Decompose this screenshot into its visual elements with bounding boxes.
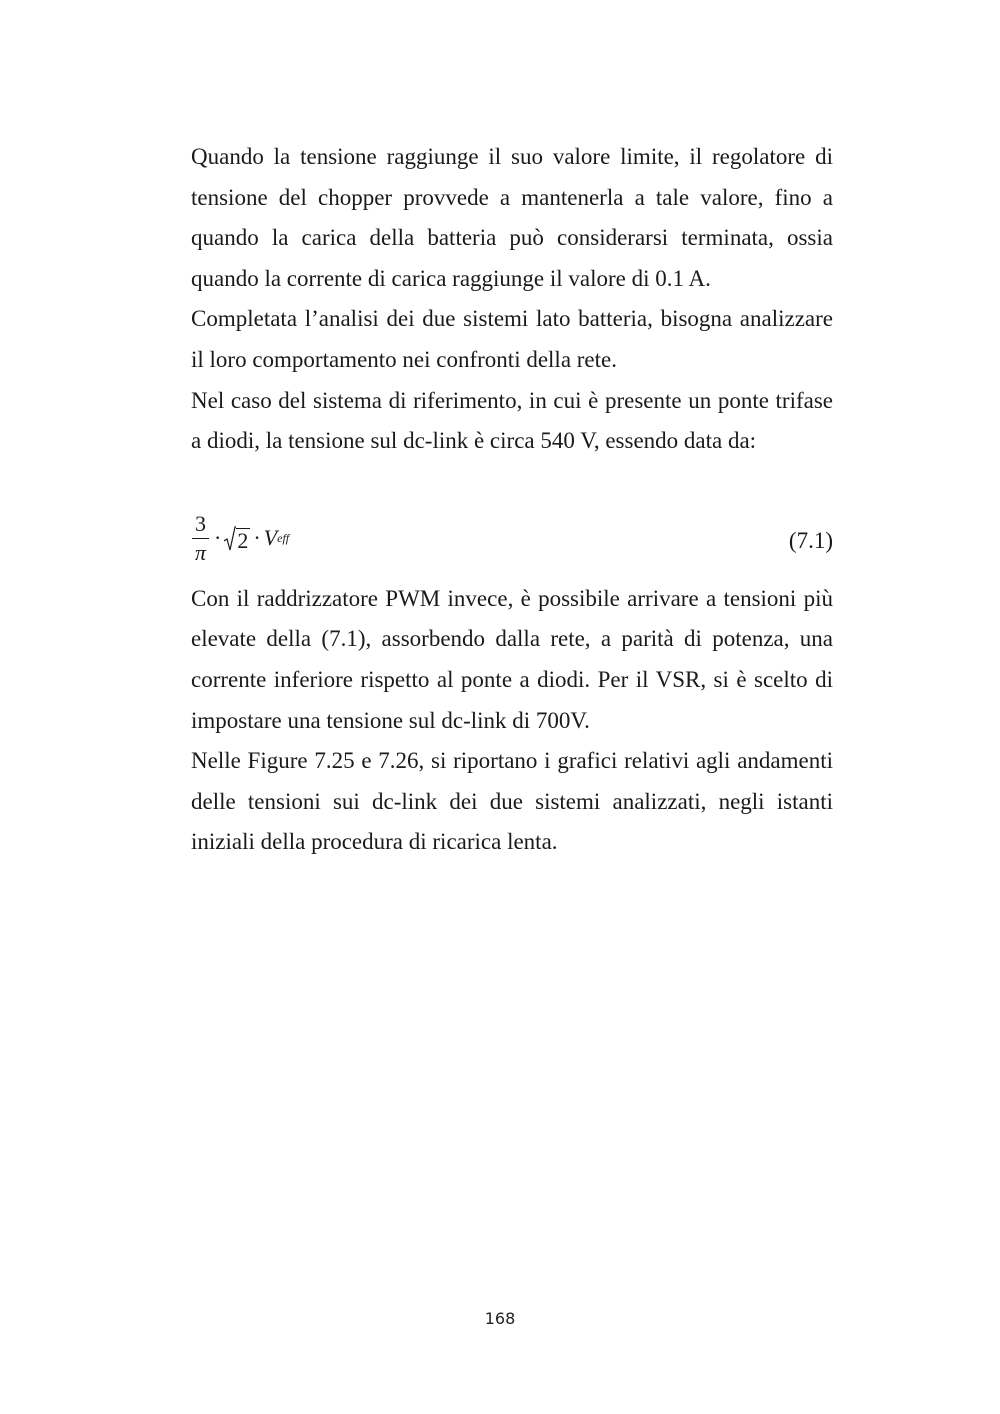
text-line: a diodi, la tensione sul dc-link è circa 540 V, essendo data da: — [191, 428, 757, 454]
text-line: quando la corrente di carica raggiunge il valore di 0.1 A. — [191, 265, 711, 291]
paragraph-pwm-rectifier — [191, 579, 833, 701]
text-line: impostare una tensione sul dc-link di 700V. — [191, 707, 590, 733]
multiply-dot: · — [253, 525, 261, 551]
body-text — [191, 137, 833, 863]
square-root — [224, 526, 250, 552]
paragraph-figures — [191, 741, 833, 822]
text-line: Con il raddrizzatore PWM invece, è possibile arrivare a tensioni più — [191, 585, 833, 611]
fraction-denominator: π — [195, 540, 207, 566]
variable-subscript: eff — [277, 531, 290, 546]
radical-sign-icon — [224, 526, 236, 552]
paragraph-grid-analysis — [191, 299, 833, 340]
equation-formula — [192, 501, 289, 577]
equation-number: (7.1) — [788, 527, 833, 553]
paragraph-grid-analysis-end — [191, 340, 833, 381]
paragraph-pwm-rectifier-end — [191, 701, 833, 742]
fraction — [192, 513, 209, 564]
page-number: 168 — [484, 1309, 516, 1328]
fraction-numerator: 3 — [192, 513, 209, 539]
text-line: Quando la tensione raggiunge il suo valore limite, il regolatore di — [191, 144, 833, 169]
text-line: Completata l’analisi dei due sistemi lato batteria, bisogna analizzare — [191, 306, 833, 332]
paragraph-reference-system — [191, 381, 833, 422]
text-line: corrente inferiore rispetto al ponte a diodi. Per il VSR, si è scelto di — [191, 666, 833, 692]
paragraph-charge-limit-end — [191, 259, 833, 300]
multiply-dot: · — [214, 525, 222, 551]
variable-v: V — [263, 525, 278, 551]
paragraph-reference-system-end — [191, 421, 833, 462]
text-line: delle tensioni sui dc-link dei due sistemi analizzati, negli istanti — [191, 788, 833, 814]
text-line: tensione del chopper provvede a mantenerla a tale valore, fino a — [191, 184, 833, 210]
text-line: quando la carica della batteria può considerarsi terminata, ossia — [191, 225, 833, 251]
text-line: Nel caso del sistema di riferimento, in cui è presente un ponte trifase — [191, 387, 833, 413]
paragraph-charge-limit — [191, 137, 833, 259]
radicand: 2 — [237, 527, 249, 553]
text-line: elevate della (7.1), assorbendo dalla rete, a parità di potenza, una — [191, 626, 833, 652]
text-line: il loro comportamento nei confronti della rete. — [191, 346, 617, 372]
paragraph-figures-end — [191, 822, 833, 863]
equation-7-1 — [191, 501, 833, 577]
text-line: Nelle Figure 7.25 e 7.26, si riportano i grafici relativi agli andamenti — [191, 748, 833, 774]
text-line: iniziali della procedura di ricarica lenta. — [191, 829, 558, 855]
